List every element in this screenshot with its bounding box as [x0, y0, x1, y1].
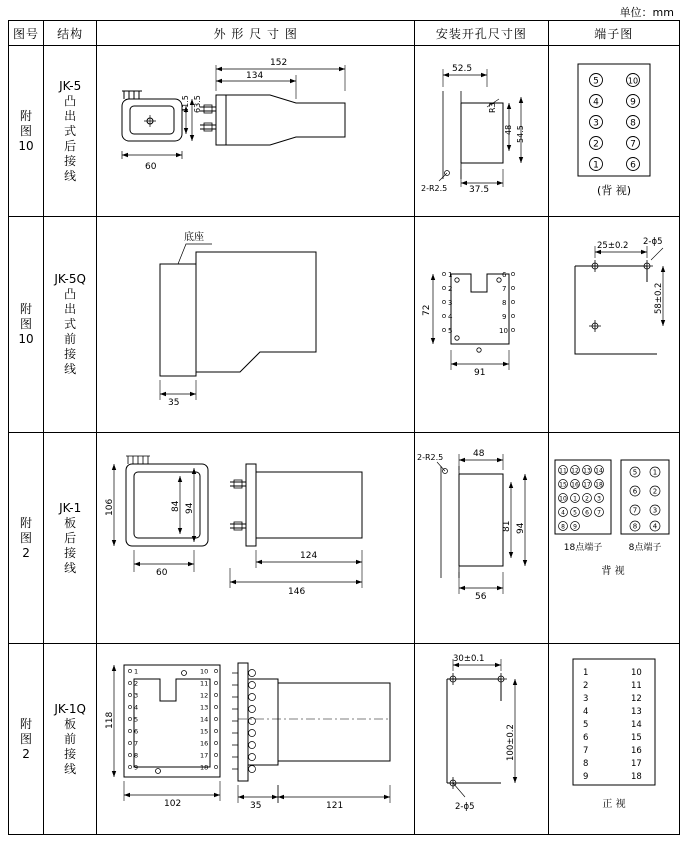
dim-label: 118	[104, 711, 115, 729]
svg-text:18: 18	[594, 481, 603, 489]
terminal-number: 6	[582, 733, 589, 743]
structure-char: 前	[64, 332, 77, 346]
svg-text:17: 17	[199, 751, 208, 760]
svg-text:17: 17	[582, 481, 591, 489]
structure-char: 接	[64, 153, 77, 168]
structure-char: 接	[64, 746, 77, 761]
label-18-terminal: 18点端子	[563, 543, 603, 553]
dim-label: R3	[488, 102, 498, 113]
header-structure: 结构	[44, 21, 97, 46]
dim-label: 48	[504, 124, 514, 135]
svg-text:12: 12	[570, 467, 579, 475]
structure-char: 后	[64, 530, 77, 545]
svg-text:14: 14	[594, 467, 603, 475]
svg-text:8: 8	[560, 523, 565, 531]
dim-label: 91	[474, 368, 486, 378]
terminal-number: 15	[630, 733, 642, 743]
table-header-row	[9, 21, 680, 46]
fig-no-char: 2	[22, 746, 30, 761]
cell-fig-no	[9, 46, 44, 217]
dim-label: 52.5	[452, 64, 473, 74]
svg-text:15: 15	[558, 481, 567, 489]
terminal-number: 6	[502, 271, 507, 279]
dim-label: 35	[167, 398, 180, 408]
svg-text:6: 6	[632, 487, 638, 496]
svg-text:8: 8	[632, 522, 638, 531]
svg-text:5: 5	[632, 468, 638, 477]
dim-label: 84	[170, 500, 181, 512]
drawing-label: 底座	[183, 232, 204, 243]
svg-text:7: 7	[596, 509, 601, 517]
fig-no-char: 附	[20, 108, 33, 123]
structure-model: JK-1	[59, 500, 82, 515]
terminal-diagram-jk5q	[551, 222, 677, 427]
terminal-number: 7	[629, 139, 636, 150]
cell-structure	[44, 46, 97, 217]
terminal-number: 5	[448, 327, 453, 335]
dim-label: 35	[249, 801, 262, 811]
terminal-number: 8	[582, 759, 589, 769]
terminal-number: 2	[448, 285, 453, 293]
svg-text:5: 5	[572, 509, 577, 517]
svg-text:7: 7	[632, 506, 638, 515]
terminal-number: 3	[448, 299, 453, 307]
mounting-drawing-jk1q	[417, 649, 545, 829]
cell-fig-no	[9, 433, 44, 644]
header-outline: 外 形 尺 寸 图	[97, 21, 415, 46]
svg-text:18: 18	[199, 763, 208, 772]
terminal-number: 8	[629, 118, 636, 129]
cell-outline-drawing	[97, 46, 415, 217]
dim-label: 106	[104, 498, 115, 516]
terminal-number: 8	[502, 299, 507, 307]
dim-label: 72	[422, 304, 433, 316]
dim-label: 146	[287, 587, 305, 597]
terminal-number: 9	[582, 772, 589, 782]
cell-outline-drawing	[97, 433, 415, 644]
dim-label: 60	[155, 568, 168, 578]
terminal-number: 6	[629, 160, 636, 171]
dim-label: 94	[184, 502, 195, 514]
cell-terminal-diagram	[548, 46, 679, 217]
fig-no-char: 图	[20, 530, 33, 545]
svg-text:12: 12	[199, 691, 208, 700]
dim-label: 63.5	[192, 95, 202, 113]
svg-text:3: 3	[133, 691, 138, 700]
terminal-number: 10	[499, 327, 509, 335]
svg-text:14: 14	[199, 715, 208, 724]
structure-char: 凸	[64, 93, 77, 108]
cell-terminal-diagram	[548, 217, 679, 433]
dim-label: 102	[163, 799, 181, 809]
svg-text:15: 15	[199, 727, 208, 736]
structure-char: 接	[64, 347, 77, 361]
structure-char: 式	[64, 317, 77, 331]
terminal-number: 1	[448, 271, 453, 279]
terminal-number: 4	[582, 707, 589, 717]
dim-label: 37.5	[469, 185, 490, 195]
outline-drawing-jk1	[100, 438, 412, 638]
terminal-number: 10	[627, 76, 638, 86]
dim-label: 81	[502, 520, 513, 532]
unit-label: 单位：mm	[619, 6, 674, 19]
dim-label: 94	[516, 522, 527, 534]
mounting-drawing-jk5	[417, 51, 545, 211]
terminal-number: 10	[630, 668, 642, 678]
terminal-number: 11	[630, 681, 642, 691]
table-row	[9, 433, 680, 644]
dim-label: 2-ϕ5	[455, 802, 475, 812]
cell-outline-drawing	[97, 217, 415, 433]
fig-no-char: 图	[20, 123, 33, 138]
svg-text:5: 5	[133, 715, 138, 724]
cell-mounting-drawing	[415, 433, 548, 644]
cell-mounting-drawing	[415, 644, 548, 835]
svg-text:16: 16	[199, 739, 208, 748]
structure-char: 凸	[64, 287, 77, 301]
structure-model: JK-5	[59, 78, 82, 93]
mounting-drawing-jk5q	[417, 222, 545, 427]
cell-mounting-drawing	[415, 46, 548, 217]
table-row	[9, 46, 680, 217]
dim-label: 121	[325, 801, 343, 811]
terminal-number: 2	[592, 139, 599, 150]
fig-no-char: 附	[20, 302, 33, 316]
terminal-caption: (背 视)	[596, 184, 631, 197]
svg-text:10: 10	[199, 667, 208, 676]
outline-drawing-jk5q	[100, 222, 412, 427]
header-fig-no: 图号	[9, 21, 44, 46]
fig-no-char: 图	[20, 731, 33, 746]
terminal-number: 7	[502, 285, 507, 293]
dim-label: 2-R2.5	[421, 184, 448, 193]
svg-text:13: 13	[199, 703, 208, 712]
svg-text:2: 2	[652, 487, 658, 496]
fig-no-char: 图	[20, 317, 33, 331]
dim-label: 30±0.1	[453, 654, 485, 664]
structure-model: JK-1Q	[54, 701, 86, 716]
terminal-number: 9	[502, 313, 507, 321]
svg-text:1: 1	[133, 667, 138, 676]
terminal-number: 4	[448, 313, 453, 321]
structure-char: 线	[64, 168, 77, 183]
structure-char: 出	[64, 302, 77, 316]
svg-text:4: 4	[652, 522, 658, 531]
terminal-number: 18	[630, 772, 642, 782]
svg-text:1: 1	[652, 468, 658, 477]
svg-text:4: 4	[560, 509, 565, 517]
svg-text:13: 13	[582, 467, 591, 475]
dim-label: 100±0.2	[506, 724, 517, 761]
svg-text:2: 2	[133, 679, 138, 688]
terminal-number: 1	[582, 668, 589, 678]
svg-text:7: 7	[133, 739, 138, 748]
terminal-number: 9	[629, 97, 636, 108]
dim-label: 2-ϕ5	[642, 237, 663, 247]
structure-char: 线	[64, 560, 77, 575]
svg-text:2: 2	[584, 495, 589, 503]
svg-text:6: 6	[584, 509, 589, 517]
dim-label: 41.5	[180, 95, 190, 113]
structure-char: 后	[64, 138, 77, 153]
terminal-number: 4	[592, 97, 599, 108]
structure-char: 板	[64, 716, 77, 731]
dim-label: 124	[299, 551, 317, 561]
dim-label: 152	[269, 58, 287, 68]
structure-char: 板	[64, 515, 77, 530]
dim-label: 54.5	[516, 125, 526, 143]
terminal-number: 13	[630, 707, 642, 717]
specs-table	[8, 20, 680, 835]
cell-fig-no	[9, 644, 44, 835]
terminal-caption: 背 视	[601, 566, 625, 577]
svg-text:1: 1	[572, 495, 577, 503]
svg-text:4: 4	[133, 703, 138, 712]
cell-terminal-diagram	[548, 433, 679, 644]
cell-terminal-diagram	[548, 644, 679, 835]
svg-text:10: 10	[558, 495, 567, 503]
table-row	[9, 217, 680, 433]
dim-label: 134	[245, 71, 263, 81]
cell-structure	[44, 644, 97, 835]
terminal-number: 17	[630, 759, 642, 769]
cell-structure	[44, 217, 97, 433]
cell-structure	[44, 433, 97, 644]
cell-fig-no	[9, 217, 44, 433]
terminal-diagram-jk1q	[551, 649, 677, 829]
cell-outline-drawing	[97, 644, 415, 835]
fig-no-char: 2	[22, 545, 30, 560]
cell-mounting-drawing	[415, 217, 548, 433]
svg-text:3: 3	[596, 495, 601, 503]
outline-drawing-jk1q	[100, 649, 412, 829]
dim-label: 56	[475, 592, 487, 602]
terminal-number: 1	[592, 160, 599, 171]
structure-char: 前	[64, 731, 77, 746]
mounting-drawing-jk1	[417, 438, 545, 638]
fig-no-char: 10	[18, 332, 34, 346]
label-8-terminal: 8点端子	[628, 543, 662, 553]
terminal-number: 3	[582, 694, 589, 704]
structure-char: 式	[64, 123, 77, 138]
terminal-number: 2	[582, 681, 589, 691]
terminal-number: 5	[592, 76, 599, 87]
fig-no-char: 附	[20, 515, 33, 530]
terminal-number: 14	[630, 720, 642, 730]
structure-char: 接	[64, 545, 77, 560]
outline-drawing-jk5	[100, 51, 412, 211]
structure-model: JK-5Q	[54, 272, 86, 286]
fig-no-char: 10	[18, 138, 34, 153]
terminal-diagram-jk5	[551, 56, 677, 206]
dim-label: 58±0.2	[653, 282, 664, 314]
svg-text:3: 3	[652, 506, 658, 515]
terminal-number: 12	[630, 694, 642, 704]
terminal-diagram-jk1	[551, 438, 677, 638]
svg-text:11: 11	[558, 467, 567, 475]
structure-char: 线	[64, 761, 77, 776]
svg-text:6: 6	[133, 727, 138, 736]
dim-label: 48	[473, 449, 485, 459]
fig-no-char: 附	[20, 716, 33, 731]
structure-char: 出	[64, 108, 77, 123]
svg-text:9: 9	[133, 763, 138, 772]
dim-label: 60	[144, 162, 157, 172]
terminal-number: 5	[582, 720, 589, 730]
header-terminal: 端子图	[548, 21, 679, 46]
terminal-number: 3	[592, 118, 599, 129]
svg-text:11: 11	[199, 679, 208, 688]
table-row	[9, 644, 680, 835]
dim-label: 2-R2.5	[417, 453, 444, 462]
terminal-number: 7	[582, 746, 589, 756]
svg-text:9: 9	[572, 523, 577, 531]
svg-text:8: 8	[133, 751, 138, 760]
terminal-caption: 正 视	[602, 799, 626, 810]
dim-label: 25±0.2	[596, 241, 629, 251]
structure-char: 线	[64, 362, 77, 376]
header-mounting: 安装开孔尺寸图	[415, 21, 548, 46]
svg-text:16: 16	[570, 481, 579, 489]
terminal-number: 16	[630, 746, 642, 756]
